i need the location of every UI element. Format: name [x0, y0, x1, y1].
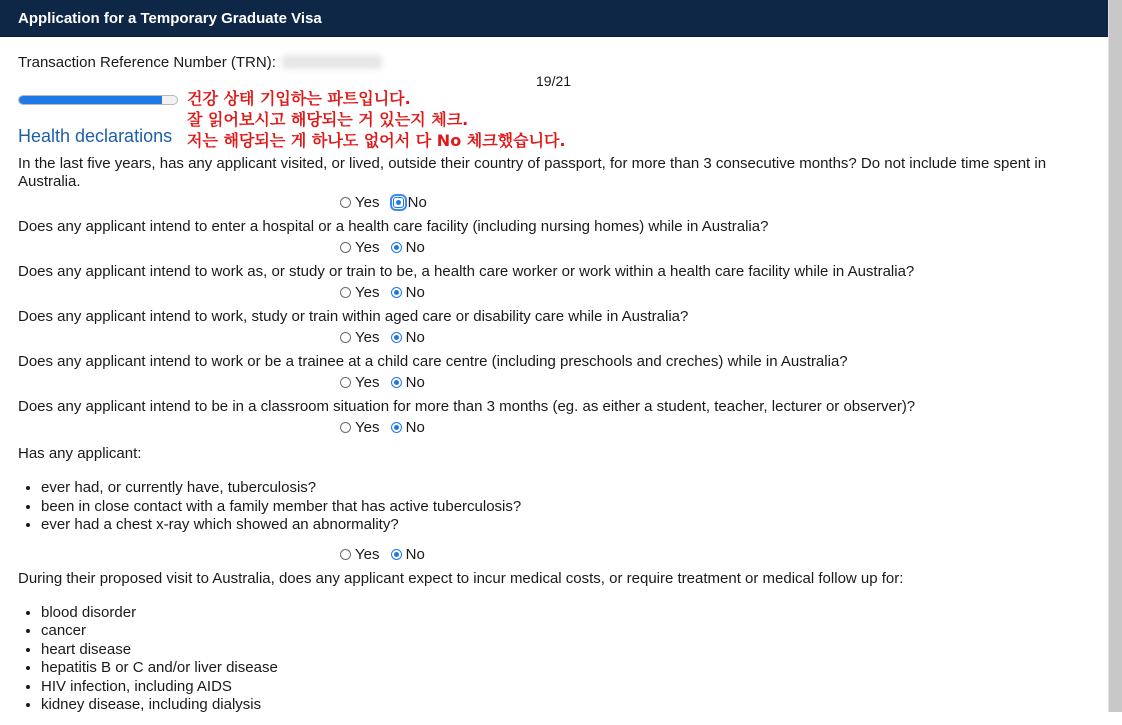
question-text: Does any applicant intend to work, study or train within aged care or disability care while in Australia?: [18, 308, 689, 325]
tb-question-intro: Has any applicant:: [18, 445, 142, 462]
yes-radio[interactable]: [340, 332, 351, 343]
yes-option[interactable]: [340, 418, 379, 437]
yes-radio[interactable]: [340, 377, 351, 388]
trn-row: [18, 54, 382, 71]
yes-label: Yes: [355, 374, 380, 391]
question-block: [18, 398, 1093, 437]
annotation-line-1: 건강 상태 기입하는 파트입니다.: [187, 89, 411, 108]
yes-option[interactable]: [340, 545, 379, 564]
no-label: No: [405, 284, 425, 301]
progress-bar: [18, 95, 178, 105]
page-counter: 19/21: [536, 73, 572, 89]
yes-option[interactable]: [340, 238, 379, 257]
yes-option[interactable]: [340, 328, 379, 347]
question-block: [18, 218, 1093, 257]
answer-group: [18, 545, 1093, 564]
answer-group: [18, 283, 1093, 302]
list-item: • blood disorder: [41, 604, 1093, 623]
no-option[interactable]: [391, 373, 425, 392]
no-radio[interactable]: [391, 549, 402, 560]
yes-radio[interactable]: [340, 422, 351, 433]
question-block: [18, 155, 1093, 212]
question-text: Does any applicant intend to enter a hospital or a health care facility (including nursing homes) while in Australia?: [18, 218, 769, 235]
medical-question-block: [18, 570, 1093, 715]
yes-option[interactable]: [340, 193, 379, 212]
section-heading: Health declarations: [18, 126, 173, 146]
list-item: • heart disease: [41, 641, 1093, 660]
no-radio[interactable]: [391, 242, 402, 253]
medical-question-intro: During their proposed visit to Australia, does any applicant expect to incur medical costs, or require treatment or medical follow up for:: [18, 569, 904, 587]
no-radio[interactable]: [393, 197, 404, 208]
yes-option[interactable]: [340, 283, 379, 302]
annotation-line-2: 잘 읽어보시고 해당되는 거 있는지 체크.: [187, 110, 469, 129]
no-radio[interactable]: [391, 377, 402, 388]
question-text: Does any applicant intend to work as, or study or train to be, a health care worker or work within a health care facility while in Australia?: [18, 263, 915, 280]
list-item: • HIV infection, including AIDS: [41, 678, 1093, 697]
page-title: Application for a Temporary Graduate Visa: [18, 10, 322, 27]
question-text: Does any applicant intend to be in a classroom situation for more than 3 months (eg. as either a student, teacher, lecturer or observer)?: [18, 398, 916, 415]
yes-label: Yes: [355, 329, 380, 346]
no-option[interactable]: [391, 545, 425, 564]
no-option[interactable]: [391, 283, 425, 302]
yes-label: Yes: [355, 284, 380, 301]
question-block: [18, 263, 1093, 302]
list-item: • cancer: [41, 622, 1093, 641]
trn-label: Transaction Reference Number (TRN):: [18, 54, 276, 71]
list-item: • been in close contact with a family member that has active tuberculosis?: [41, 498, 1093, 517]
scrollbar-thumb[interactable]: [1109, 0, 1122, 712]
no-option[interactable]: [391, 328, 425, 347]
question-block: [18, 308, 1093, 347]
trn-value-redacted: [282, 55, 382, 69]
tb-question-block: [18, 445, 1093, 564]
annotation-line-3: 저는 해당되는 게 하나도 없어서 다 No 체크했습니다.: [187, 131, 566, 150]
no-label: No: [405, 419, 425, 436]
no-radio[interactable]: [391, 332, 402, 343]
answer-group: [18, 328, 1093, 347]
list-item: • kidney disease, including dialysis: [41, 696, 1093, 715]
answer-group: [18, 238, 1093, 257]
yes-label: Yes: [355, 419, 380, 436]
yes-label: Yes: [355, 239, 380, 256]
question-text: Does any applicant intend to work or be a trainee at a child care centre (including preschools and creches) while in Australia?: [18, 353, 848, 370]
no-label: No: [405, 329, 425, 346]
yes-option[interactable]: [340, 373, 379, 392]
list-item: • ever had, or currently have, tuberculosis?: [41, 479, 1093, 498]
no-label: No: [405, 239, 425, 256]
page-title-bar: [0, 0, 1108, 37]
no-option[interactable]: [391, 418, 425, 437]
yes-label: Yes: [355, 194, 380, 211]
annotation-note: [187, 88, 566, 151]
yes-label: Yes: [355, 545, 380, 563]
yes-radio[interactable]: [340, 287, 351, 298]
no-label: No: [405, 374, 425, 391]
yes-radio[interactable]: [340, 549, 351, 560]
yes-radio[interactable]: [340, 242, 351, 253]
tb-question-list: [18, 479, 1093, 535]
answer-group: [18, 418, 1093, 437]
list-item: • hepatitis B or C and/or liver disease: [41, 659, 1093, 678]
answer-group: [18, 373, 1093, 392]
progress-bar-fill: [19, 96, 162, 104]
answer-group: [18, 193, 1093, 212]
health-questions: [18, 155, 1093, 725]
list-item: • ever had a chest x-ray which showed an abnormality?: [41, 516, 1093, 535]
question-block: [18, 353, 1093, 392]
yes-radio[interactable]: [340, 197, 351, 208]
medical-condition-list: [18, 604, 1093, 715]
no-option[interactable]: [393, 193, 427, 212]
no-option[interactable]: [391, 238, 425, 257]
no-label: No: [405, 545, 425, 563]
no-radio[interactable]: [391, 287, 402, 298]
question-text: In the last five years, has any applicant visited, or lived, outside their country of passport, for more than 3 consecutive months? Do not include time spent in Australia.: [18, 155, 1047, 190]
no-radio[interactable]: [391, 422, 402, 433]
no-label: No: [407, 194, 427, 211]
